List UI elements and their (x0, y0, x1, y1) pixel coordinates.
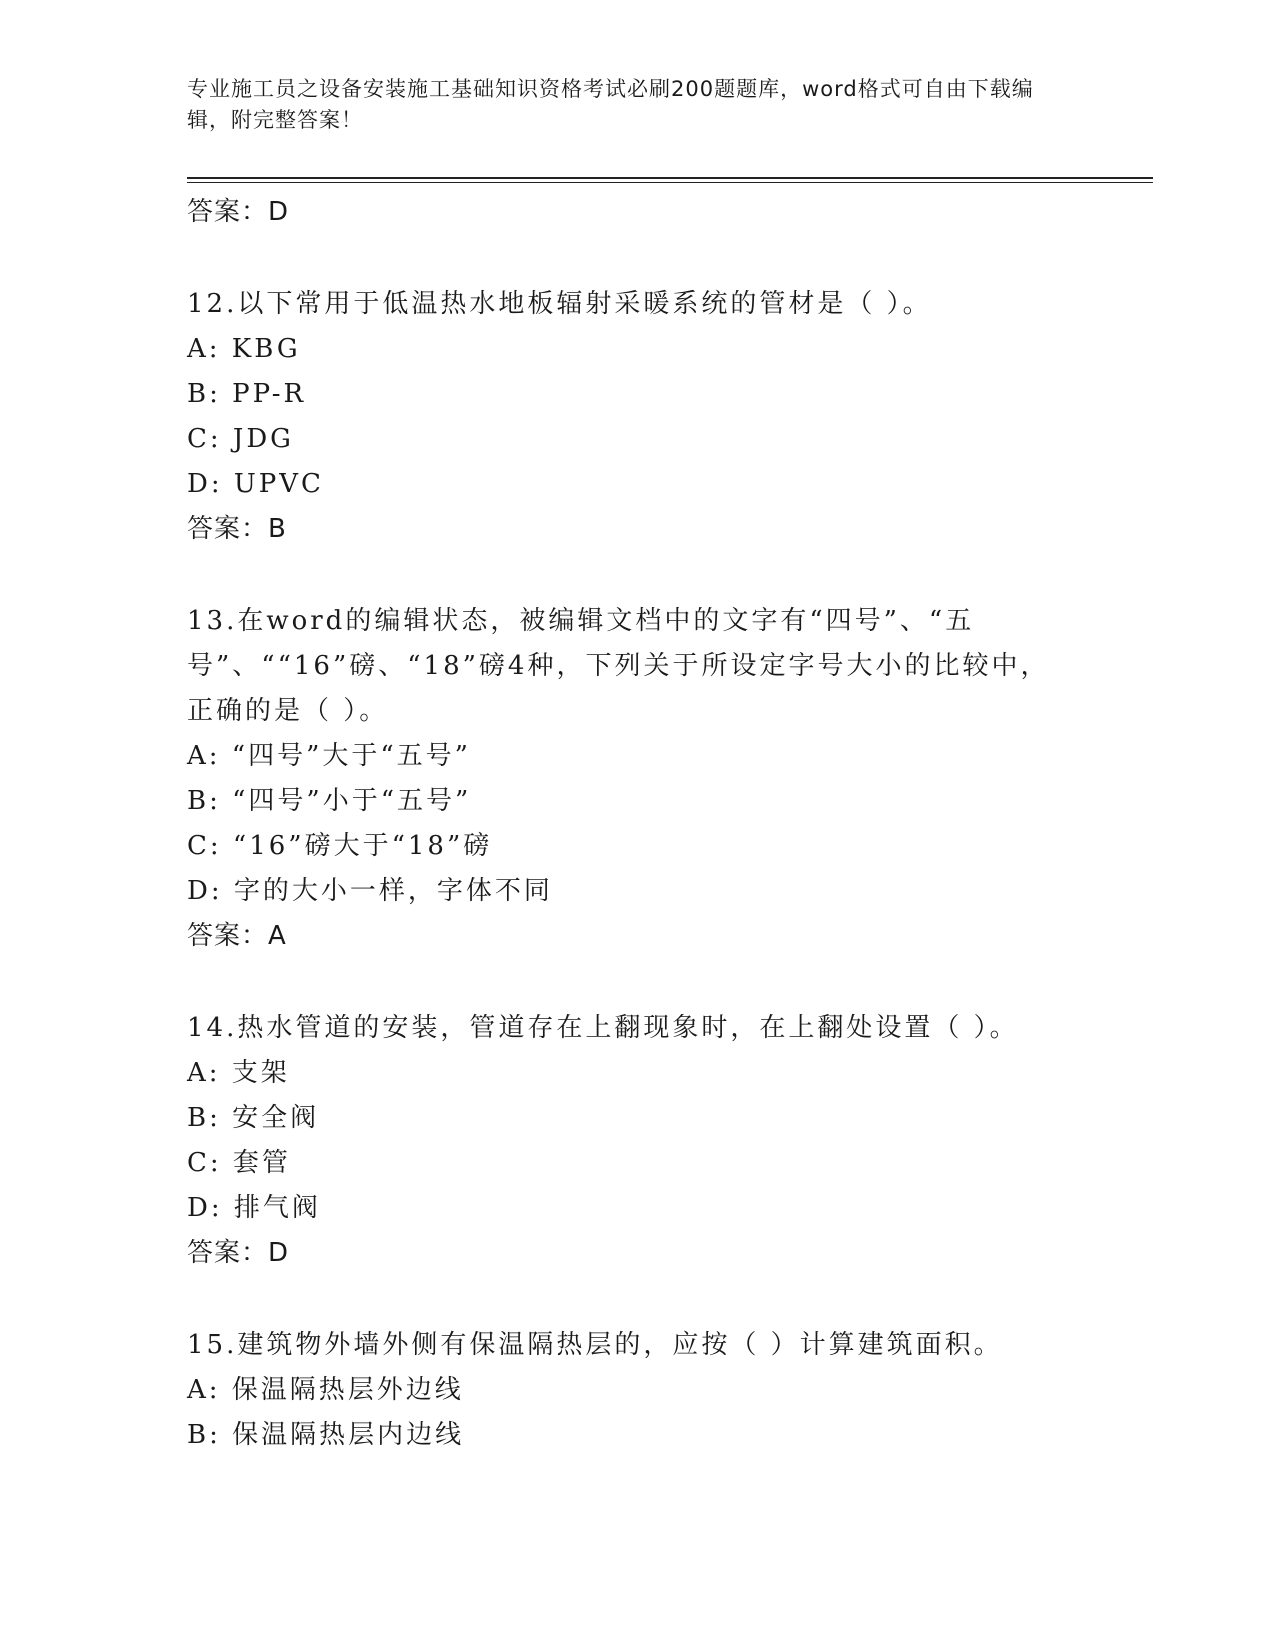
option-a: A: “四号”大于“五号” (187, 741, 471, 771)
answer: 答案：A (187, 921, 287, 951)
answer: 答案：B (187, 514, 287, 544)
option-a: A: KBG (187, 334, 301, 364)
option-d: D: 排气阀 (187, 1193, 321, 1223)
option-c: C: “16”磅大于“18”磅 (187, 831, 493, 861)
option-b: B: “四号”小于“五号” (187, 786, 472, 816)
option-d: D: 字的大小一样，字体不同 (187, 876, 553, 906)
question-text: 14.热水管道的安装，管道存在上翻现象时，在上翻处设置（ ）。 (187, 1013, 1019, 1043)
answer: 答案：D (187, 1238, 290, 1268)
previous-answer: 答案：D (187, 197, 290, 227)
option-c: C: JDG (187, 424, 294, 454)
option-c: C: 套管 (187, 1148, 291, 1178)
option-b: B: 保温隔热层内边线 (187, 1420, 465, 1450)
option-a: A: 支架 (187, 1058, 290, 1088)
option-d: D: UPVC (187, 469, 324, 499)
option-b: B: PP-R (187, 379, 307, 409)
question-text: 13.在word的编辑状态，被编辑文档中的文字有“四号”、“五号”、““16”磅、“18”磅4种，下列关于所设定字号大小的比较中，正确的是（ ）。 (187, 606, 1050, 726)
question-text: 15.建筑物外墙外侧有保温隔热层的，应按（ ）计算建筑面积。 (187, 1330, 1003, 1360)
page-header: 专业施工员之设备安装施工基础知识资格考试必刷200题题库，word格式可自由下载编辑，附完整答案！ (187, 77, 1034, 132)
question-list (187, 190, 1067, 1458)
header-divider (187, 177, 1153, 179)
question-13 (187, 599, 1067, 958)
header-divider-thin (187, 182, 1153, 183)
question-12 (187, 282, 1067, 551)
question-14 (187, 1006, 1067, 1275)
option-b: B: 安全阀 (187, 1103, 320, 1133)
question-15 (187, 1323, 1067, 1458)
option-a: A: 保温隔热层外边线 (187, 1375, 464, 1405)
question-text: 12.以下常用于低温热水地板辐射采暖系统的管材是（ ）。 (187, 289, 932, 319)
